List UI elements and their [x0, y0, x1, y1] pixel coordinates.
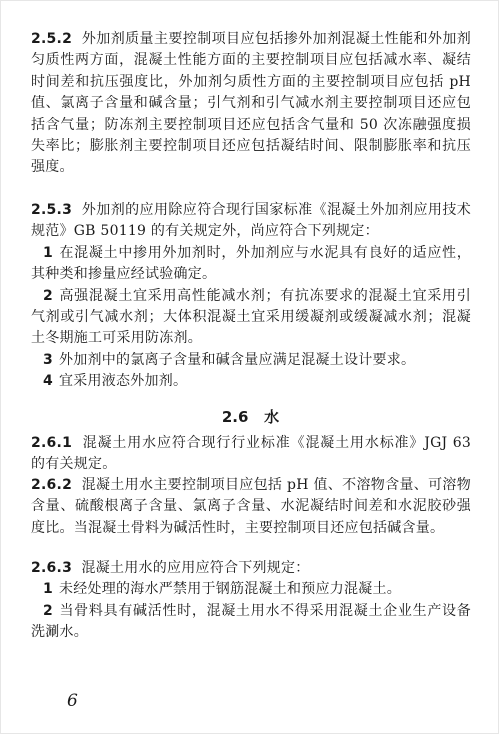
clause-number: 2.6.1 — [31, 435, 73, 451]
clause-text: 混凝土用水的应用应符合下列规定： — [81, 560, 310, 576]
clause-2-6-1 — [31, 433, 471, 476]
list-item: 2 高强混凝土宜采用高性能减水剂；有抗冻要求的混凝土宜采用引气剂或引气减水剂；大体积混凝土宜采用缓凝剂或缓凝减水剂；混凝土冬期施工可采用防冻剂。 — [31, 287, 471, 347]
clause-text: 外加剂质量主要控制项目应包括掺外加剂混凝土性能和外加剂匀质性两方面，混凝土性能方面的主要控制项目应包括减水率、凝结时间差和抗压强度比，外加剂匀质性方面的主要控制项目应包括 pH 值、氯离子含量和碱含量；引气剂和引气减水剂主要控制项目还应包括含气量；防冻剂主要控制项目还应包括含气量和 50 次冻融强度损失率比；膨胀剂主要控制项目还应包括凝结时间、限制膨胀率和抗压强度。 — [31, 31, 472, 176]
heading-number: 2.6 — [221, 408, 249, 426]
clause-2-6-2 — [31, 475, 471, 539]
clause-2-5-2 — [31, 29, 471, 179]
clause-text: 混凝土用水应符合现行行业标准《混凝土用水标准》JGJ 63 的有关规定。 — [31, 435, 472, 473]
clause-number: 2.5.2 — [31, 31, 73, 47]
list-item: 3 外加剂中的氯离子含量和碱含量应满足混凝土设计要求。 — [43, 351, 416, 368]
clause-2-5-3 — [31, 200, 471, 393]
clause-text: 外加剂的应用除应符合现行国家标准《混凝土外加剂应用技术规范》GB 50119 的有关规定外，尚应符合下列规定： — [31, 202, 472, 240]
list-item: 2 当骨料具有碱活性时，混凝土用水不得采用混凝土企业生产设备洗涮水。 — [31, 602, 471, 641]
heading-title: 水 — [264, 408, 280, 426]
clause-number: 2.6.2 — [31, 477, 73, 493]
list-item: 1 未经处理的海水严禁用于钢筋混凝土和预应力混凝土。 — [43, 581, 401, 598]
list-item: 1 在混凝土中掺用外加剂时，外加剂应与水泥具有良好的适应性，其种类和掺量应经试验确定。 — [31, 244, 471, 283]
clause-2-6-3 — [31, 558, 471, 644]
clause-number: 2.6.3 — [31, 560, 73, 576]
page-number: 6 — [67, 691, 78, 711]
clause-number: 2.5.3 — [31, 202, 73, 218]
list-item: 4 宜采用液态外加剂。 — [43, 373, 188, 390]
section-heading — [1, 406, 499, 427]
clause-text: 混凝土用水主要控制项目应包括 pH 值、不溶物含量、可溶物含量、硫酸根离子含量、氯离子含量、水泥凝结时间差和水泥胶砂强度比。当混凝土骨料为碱活性时，主要控制项目还应包括碱含量。 — [31, 477, 471, 536]
